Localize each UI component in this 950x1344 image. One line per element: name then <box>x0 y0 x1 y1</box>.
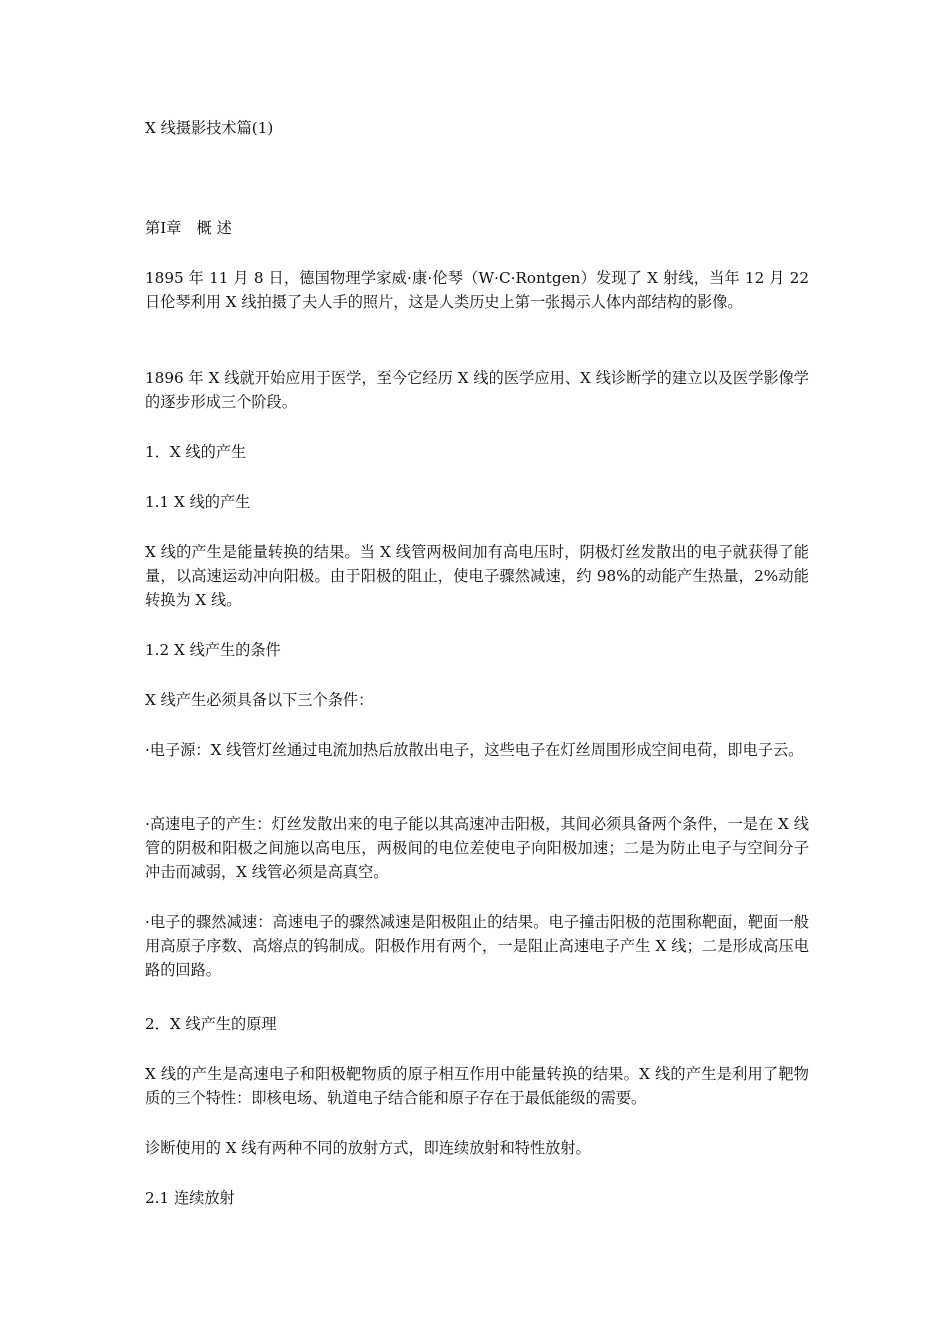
paragraph-conditions-intro: X 线产生必须具备以下三个条件： <box>145 691 374 709</box>
paragraph-emission-modes: 诊断使用的 X 线有两种不同的放射方式，即连续放射和特性放射。 <box>145 1139 591 1157</box>
section-heading-1-2: 1.2 X 线产生的条件 <box>145 641 281 659</box>
bullet-electron-source: ·电子源：X 线管灯丝通过电流加热后放散出电子，这些电子在灯丝周围形成空间电荷，即电子云。 <box>145 741 804 759</box>
section-heading-2-1: 2.1 连续放射 <box>145 1189 235 1207</box>
chapter-heading: 第Ⅰ章 概 述 <box>145 219 232 237</box>
paragraph-generation: X 线的产生是能量转换的结果。当 X 线管两极间加有高电压时，阴极灯丝发散出的电子就获得了能量，以高速运动冲向阳极。由于阳极的阻止，使电子骤然减速，约 98%的动能产生热量，2%动能转换为 X 线。 <box>145 543 809 609</box>
paragraph-history-1896: 1896 年 X 线就开始应用于医学，至今它经历 X 线的医学应用、X 线诊断学的建立以及医学影像学的逐步形成三个阶段。 <box>145 369 809 411</box>
document-title: X 线摄影技术篇(1) <box>145 119 274 137</box>
section-heading-2: 2．X 线产生的原理 <box>145 1015 277 1033</box>
section-heading-1: 1．X 线的产生 <box>145 443 247 461</box>
paragraph-history-1895: 1895 年 11 月 8 日，德国物理学家威·康·伦琴（W·C·Rontgen）发现了 X 射线，当年 12 月 22 日伦琴利用 X 线拍摄了夫人手的照片，这是人类历史上第一张揭示人体内部结构的影像。 <box>145 269 809 311</box>
paragraph-principle: X 线的产生是高速电子和阳极靶物质的原子相互作用中能量转换的结果。X 线的产生是利用了靶物质的三个特性：即核电场、轨道电子结合能和原子存在于最低能级的需要。 <box>145 1065 809 1107</box>
section-heading-1-1: 1.1 X 线的产生 <box>145 493 251 511</box>
bullet-high-speed-electrons: ·高速电子的产生：灯丝发散出来的电子能以其高速冲击阳极，其间必须具备两个条件，一是在 X 线管的阴极和阳极之间施以高电压，两极间的电位差使电子向阳极加速；二是为防止电子与空间分子冲击而减弱，X 线管必须是高真空。 <box>145 815 809 881</box>
bullet-sudden-deceleration: ·电子的骤然减速：高速电子的骤然减速是阳极阻止的结果。电子撞击阳极的范围称靶面，靶面一般用高原子序数、高熔点的钨制成。阳极作用有两个，一是阻止高速电子产生 X 线；二是形成高压电路的回路。 <box>145 913 809 979</box>
